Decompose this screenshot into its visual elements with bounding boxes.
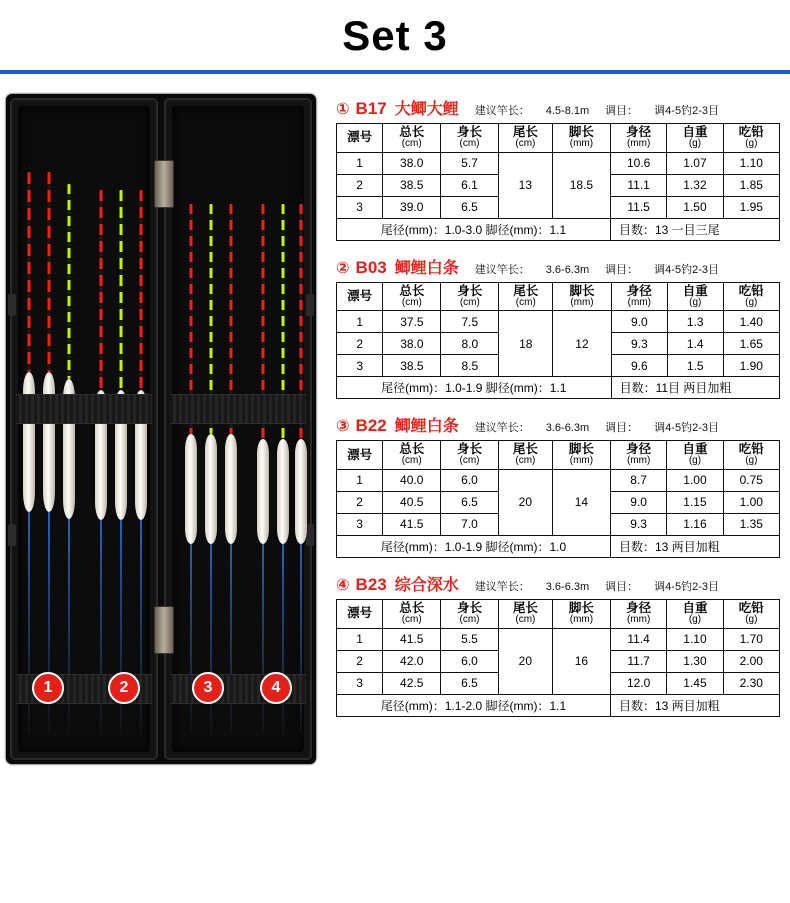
- cell-lead: 0.75: [723, 469, 779, 491]
- cell-lead: 1.70: [723, 628, 779, 650]
- col-dia: 身径 (mm): [610, 441, 666, 470]
- cell-total: 37.5: [383, 311, 441, 333]
- spec-tune-value: 调4-5钓2-3目: [654, 422, 719, 435]
- cell-no: 2: [337, 174, 383, 196]
- cell-no: 1: [337, 311, 383, 333]
- cell-body: 6.0: [441, 650, 499, 672]
- float-antenna: [140, 190, 143, 390]
- case-clip: [8, 524, 16, 546]
- col-body: 身长 (cm): [441, 124, 499, 153]
- spec-number: ③: [336, 416, 350, 436]
- cell-total: 38.0: [383, 152, 441, 174]
- elastic-band: [170, 394, 306, 424]
- float-item: [116, 190, 126, 735]
- cell-weight: 1.15: [667, 491, 723, 513]
- table-header-row: [337, 599, 780, 628]
- cell-body: 6.0: [441, 469, 499, 491]
- float-body: [225, 434, 237, 544]
- spec-header-1: [336, 96, 788, 119]
- footer-diameters: 尾径(mm)：1.0-1.9 脚径(mm)：1.1: [337, 377, 612, 399]
- footer-eyes: 目数：13 两目加粗: [610, 694, 779, 716]
- cell-dia: 11.5: [610, 196, 666, 218]
- elastic-band: [16, 394, 152, 424]
- col-no: 漂号: [337, 441, 383, 470]
- cell-body: 8.0: [441, 333, 499, 355]
- cell-total: 42.0: [383, 650, 441, 672]
- spec-table-2: [336, 282, 780, 400]
- col-tail: 尾长 (cm): [499, 282, 553, 311]
- cell-total: 38.5: [383, 355, 441, 377]
- spec-rod-label: 建议竿长：: [474, 422, 530, 435]
- cell-dia: 11.7: [610, 650, 666, 672]
- spec-rod-value: 4.5-8.1m: [545, 105, 590, 117]
- cell-dia: 8.7: [610, 469, 666, 491]
- spec-rod-label: 建议竿长：: [474, 580, 530, 593]
- spec-tune-label: 调目：: [605, 263, 639, 276]
- cell-tail: 18: [499, 311, 553, 377]
- col-tail: 尾长 (cm): [498, 441, 552, 470]
- table-footer-row: [337, 694, 780, 716]
- cell-lead: 1.90: [723, 355, 780, 377]
- cell-weight: 1.4: [668, 333, 724, 355]
- cell-lead: 2.30: [723, 672, 779, 694]
- cell-weight: 1.10: [667, 628, 723, 650]
- cell-lead: 1.40: [723, 311, 780, 333]
- float-stem: [282, 544, 284, 734]
- cell-dia: 11.4: [610, 628, 666, 650]
- cell-dia: 10.6: [610, 152, 666, 174]
- col-lead: 吃铅 (g): [723, 282, 780, 311]
- spec-tune-value: 调4-5钓2-3目: [654, 263, 719, 276]
- float-body: [23, 372, 35, 512]
- spec-model-name: 综合深水: [394, 576, 459, 594]
- col-weight: 自重 (g): [667, 124, 723, 153]
- cell-dia: 9.0: [611, 311, 667, 333]
- cell-lead: 1.65: [723, 333, 780, 355]
- spec-model: B03: [355, 257, 387, 277]
- spec-tune-label: 调目：: [605, 422, 639, 435]
- table-header-row: [337, 441, 780, 470]
- float-item: [24, 172, 34, 732]
- float-stem: [190, 544, 192, 734]
- spec-rod-value: 3.6-6.3m: [545, 580, 590, 593]
- case-hinge-top: [154, 160, 174, 208]
- cell-dia: 12.0: [610, 672, 666, 694]
- cell-dia: 11.1: [610, 174, 666, 196]
- cell-dia: 9.3: [610, 513, 666, 535]
- spec-tune-value: 调4-5钓2-3目: [654, 580, 719, 593]
- cell-no: 1: [337, 152, 383, 174]
- spec-header-2: [336, 255, 788, 278]
- spec-model: B23: [355, 574, 387, 594]
- col-foot: 脚长 (mm): [553, 282, 611, 311]
- footer-eyes: 目数：13 一目三尾: [610, 218, 779, 240]
- float-stem: [300, 544, 302, 734]
- table-footer-row: [337, 535, 780, 557]
- float-antenna: [28, 172, 31, 372]
- col-body: 身长 (cm): [441, 599, 499, 628]
- col-weight: 自重 (g): [668, 282, 724, 311]
- cell-lead: 2.00: [723, 650, 779, 672]
- col-weight: 自重 (g): [667, 441, 723, 470]
- float-item: [44, 172, 54, 732]
- float-stem: [230, 544, 232, 734]
- spec-rod-value: 3.6-6.3m: [545, 422, 590, 435]
- spec-table-3: [336, 440, 780, 558]
- cell-lead: 1.35: [723, 513, 779, 535]
- float-item: [226, 204, 236, 734]
- col-total: 总长 (cm): [383, 441, 441, 470]
- float-body: [257, 439, 269, 544]
- cell-body: 7.5: [441, 311, 499, 333]
- cell-no: 1: [337, 469, 383, 491]
- spec-tune-label: 调目：: [605, 105, 639, 117]
- table-header-row: [337, 124, 780, 153]
- spec-table-1: [336, 123, 780, 241]
- cell-weight: 1.3: [668, 311, 724, 333]
- cell-dia: 9.3: [611, 333, 667, 355]
- col-dia: 身径 (mm): [610, 599, 666, 628]
- case-inner-left: [18, 106, 150, 752]
- col-no: 漂号: [337, 282, 383, 311]
- float-item: [186, 204, 196, 734]
- col-lead: 吃铅 (g): [723, 124, 779, 153]
- float-item: [136, 190, 146, 735]
- float-item: [96, 190, 106, 735]
- float-item: [296, 204, 306, 734]
- col-body: 身长 (cm): [441, 282, 499, 311]
- product-photo: [0, 74, 336, 764]
- cell-dia: 9.6: [611, 355, 667, 377]
- cell-total: 42.5: [383, 672, 441, 694]
- spec-block-4: [336, 572, 788, 717]
- footer-diameters: 尾径(mm)：1.0-1.9 脚径(mm)：1.0: [337, 535, 611, 557]
- spec-number: ④: [336, 574, 350, 594]
- col-dia: 身径 (mm): [611, 282, 667, 311]
- cell-foot: 14: [552, 469, 610, 535]
- spec-model-name: 大鲫大鲤: [394, 101, 459, 118]
- case-hinge-bottom: [154, 606, 174, 654]
- cell-weight: 1.32: [667, 174, 723, 196]
- cell-body: 6.5: [441, 196, 499, 218]
- float-item: [278, 204, 288, 734]
- table-header-row: [337, 282, 780, 311]
- table-row: [337, 628, 780, 650]
- float-antenna: [120, 190, 123, 390]
- cell-body: 5.7: [441, 152, 499, 174]
- spec-model: B17: [355, 99, 387, 118]
- float-item: [258, 204, 268, 734]
- table-row: [337, 311, 780, 333]
- spec-tune-value: 调4-5钓2-3目: [654, 105, 719, 117]
- col-foot: 脚长 (mm): [552, 441, 610, 470]
- cell-weight: 1.50: [667, 196, 723, 218]
- table-footer-row: [337, 377, 780, 399]
- cell-weight: 1.07: [667, 152, 723, 174]
- cell-no: 2: [337, 333, 383, 355]
- cell-lead: 1.00: [723, 491, 779, 513]
- cell-no: 2: [337, 650, 383, 672]
- cell-tail: 20: [498, 628, 552, 694]
- cell-total: 38.5: [383, 174, 441, 196]
- cell-weight: 1.45: [667, 672, 723, 694]
- float-antenna: [100, 190, 103, 390]
- case-clip: [8, 294, 16, 316]
- cell-dia: 9.0: [610, 491, 666, 513]
- spec-rod-label: 建议竿长：: [474, 105, 530, 117]
- spec-tune-label: 调目：: [605, 580, 639, 593]
- cell-total: 39.0: [383, 196, 441, 218]
- col-no: 漂号: [337, 124, 383, 153]
- cell-tail: 13: [498, 152, 552, 218]
- footer-eyes: 目数：11目 两目加粗: [611, 377, 779, 399]
- cell-foot: 12: [553, 311, 611, 377]
- col-weight: 自重 (g): [667, 599, 723, 628]
- page-title: Set 3: [342, 12, 448, 59]
- float-stem: [262, 544, 264, 734]
- cell-body: 7.0: [441, 513, 499, 535]
- cell-weight: 1.5: [668, 355, 724, 377]
- col-lead: 吃铅 (g): [723, 441, 779, 470]
- cell-lead: 1.85: [723, 174, 779, 196]
- cell-body: 5.5: [441, 628, 499, 650]
- spec-model-name: 鲫鲤白条: [394, 259, 459, 277]
- cell-no: 3: [337, 672, 383, 694]
- float-body: [295, 439, 307, 544]
- col-lead: 吃铅 (g): [723, 599, 779, 628]
- cell-no: 2: [337, 491, 383, 513]
- cell-weight: 1.16: [667, 513, 723, 535]
- spec-header-3: [336, 413, 788, 436]
- float-case: [6, 94, 316, 764]
- col-foot: 脚长 (mm): [552, 599, 610, 628]
- cell-body: 6.1: [441, 174, 499, 196]
- col-tail: 尾长 (cm): [498, 599, 552, 628]
- spec-tables: [336, 74, 788, 764]
- spec-model-name: 鲫鲤白条: [394, 418, 459, 436]
- cell-total: 40.5: [383, 491, 441, 513]
- float-item: [206, 204, 216, 734]
- spec-model: B22: [355, 416, 387, 436]
- photo-marker-3: 3: [192, 672, 224, 704]
- cell-foot: 16: [552, 628, 610, 694]
- cell-total: 40.0: [383, 469, 441, 491]
- case-clip: [306, 294, 314, 316]
- float-body: [205, 434, 217, 544]
- cell-foot: 18.5: [552, 152, 610, 218]
- footer-diameters: 尾径(mm)：1.0-3.0 脚径(mm)：1.1: [337, 218, 611, 240]
- cell-total: 41.5: [383, 628, 441, 650]
- cell-total: 38.0: [383, 333, 441, 355]
- table-footer-row: [337, 218, 780, 240]
- float-stem: [210, 544, 212, 734]
- col-dia: 身径 (mm): [610, 124, 666, 153]
- footer-eyes: 目数：13 两目加粗: [610, 535, 779, 557]
- cell-weight: 1.00: [667, 469, 723, 491]
- col-total: 总长 (cm): [383, 124, 441, 153]
- cell-body: 6.5: [441, 672, 499, 694]
- content-area: [0, 74, 790, 764]
- float-body: [43, 372, 55, 512]
- spec-header-4: [336, 572, 788, 595]
- cell-body: 6.5: [441, 491, 499, 513]
- cell-weight: 1.30: [667, 650, 723, 672]
- float-antenna: [48, 172, 51, 372]
- footer-diameters: 尾径(mm)：1.1-2.0 脚径(mm)：1.1: [337, 694, 611, 716]
- col-no: 漂号: [337, 599, 383, 628]
- spec-rod-value: 3.6-6.3m: [545, 263, 590, 276]
- spec-number: ②: [336, 257, 350, 277]
- cell-no: 3: [337, 355, 383, 377]
- table-row: [337, 469, 780, 491]
- spec-block-3: [336, 413, 788, 558]
- spec-rod-label: 建议竿长：: [474, 263, 530, 276]
- cell-tail: 20: [498, 469, 552, 535]
- spec-block-2: [336, 255, 788, 400]
- spec-block-1: [336, 96, 788, 241]
- case-clip: [306, 524, 314, 546]
- float-body: [185, 434, 197, 544]
- spec-table-4: [336, 599, 780, 717]
- spec-number: ①: [336, 99, 350, 118]
- cell-lead: 1.10: [723, 152, 779, 174]
- cell-no: 3: [337, 196, 383, 218]
- cell-body: 8.5: [441, 355, 499, 377]
- photo-marker-2: 2: [108, 672, 140, 704]
- cell-lead: 1.95: [723, 196, 779, 218]
- photo-marker-1: 1: [32, 672, 64, 704]
- table-row: [337, 152, 780, 174]
- col-total: 总长 (cm): [383, 599, 441, 628]
- float-body: [277, 439, 289, 544]
- cell-no: 3: [337, 513, 383, 535]
- cell-no: 1: [337, 628, 383, 650]
- col-foot: 脚长 (mm): [552, 124, 610, 153]
- photo-marker-4: 4: [260, 672, 292, 704]
- float-item: [64, 184, 74, 732]
- col-total: 总长 (cm): [383, 282, 441, 311]
- cell-total: 41.5: [383, 513, 441, 535]
- float-antenna: [68, 184, 71, 379]
- col-body: 身长 (cm): [441, 441, 499, 470]
- col-tail: 尾长 (cm): [498, 124, 552, 153]
